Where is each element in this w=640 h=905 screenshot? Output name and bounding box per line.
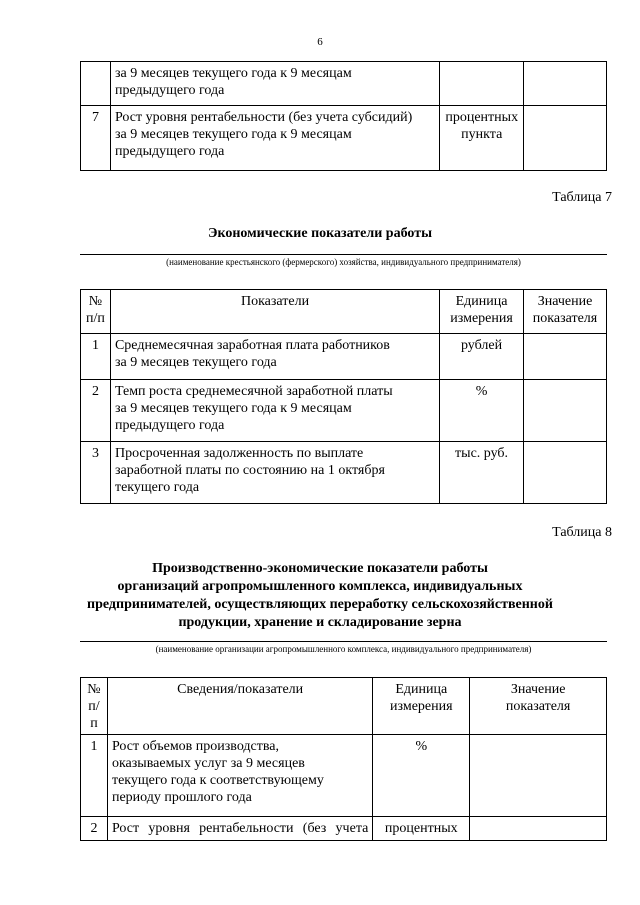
header-line: Значение [537,294,593,309]
header-num [81,290,111,334]
table-6-continuation [80,61,607,171]
table-8 [80,677,607,841]
header-line: № [87,682,101,697]
table-row [81,817,607,841]
unit-cell [440,106,524,171]
header-name [107,678,372,735]
indicator-cell [110,106,439,171]
table-row [81,380,607,442]
header-line: п/п [88,699,100,731]
indicator-cell [110,442,439,504]
table-8-caption: (наименование организации агропромышленного комплекса, индивидуального предпринимателя) [155,644,532,654]
header-row [81,290,607,334]
text-line: оказываемых услуг за 9 месяцев [111,756,305,771]
value-cell[interactable] [470,817,607,841]
title-line: продукции, хранение и складирование зерна [178,615,462,630]
text-line: за 9 месяцев текущего года к 9 месяцам [114,401,352,416]
header-line: Единица [395,682,448,697]
header-row [81,678,607,735]
text-line: текущего года к соответствующему [111,773,324,788]
text-line: периоду прошлого года [111,790,252,805]
unit-line: пункта [461,127,503,142]
page-number: 6 [317,36,323,48]
unit-cell [440,442,524,504]
table-8-label: Таблица 8 [552,525,612,540]
value-cell[interactable] [524,62,607,106]
unit-line: % [415,739,428,754]
indicator-cell [107,817,372,841]
header-num [81,678,108,735]
header-line: Показатели [240,294,310,309]
indicator-cell [107,735,372,817]
row-number: 7 [81,106,111,171]
fill-in-line[interactable] [80,641,607,642]
text-line: предыдущего года [114,83,225,98]
table-row [81,735,607,817]
text-line: текущего года [114,480,200,495]
row-number: 2 [81,380,111,442]
unit-line: рублей [460,338,503,353]
unit-cell [440,380,524,442]
header-line: № [88,294,103,309]
table-7-label: Таблица 7 [552,190,612,205]
unit-cell [440,334,524,380]
text-line: Темп роста среднемесячной заработной платы [114,384,393,399]
header-line: Сведения/показатели [177,682,304,697]
fill-in-line[interactable] [80,254,607,255]
header-name [110,290,439,334]
unit-cell [373,735,470,817]
table-7 [80,289,607,504]
text-line: за 9 месяцев текущего года [114,355,277,370]
text-line: предыдущего года [114,418,225,433]
header-line: измерения [450,311,513,326]
unit-line: процентных [445,110,519,125]
text-line: Среднемесячная заработная плата работников [114,338,390,353]
unit-cell [373,817,470,841]
unit-line: процентных [384,821,458,836]
header-unit [373,678,470,735]
table-row [81,106,607,171]
row-number: 2 [81,817,108,841]
table-8-title [0,560,640,632]
header-value [470,678,607,735]
unit-line: % [475,384,488,399]
value-cell[interactable] [524,380,607,442]
indicator-cell [110,380,439,442]
header-line: Единица [455,294,508,309]
value-cell[interactable] [524,442,607,504]
text-line: за 9 месяцев текущего года к 9 месяцам [114,127,352,142]
text-line: Рост уровня рентабельности (без учета субсидий) [114,110,413,125]
text-line: Рост объемов производства, [111,739,280,754]
title-line: организаций агропромышленного комплекса, индивидуальных [117,579,523,594]
table-row [81,442,607,504]
header-line: Значение [510,682,566,697]
header-line: п/п [86,311,105,326]
text-line: Просроченная задолженность по выплате [114,446,364,461]
row-number: 1 [81,735,108,817]
value-cell[interactable] [470,735,607,817]
table-row [81,62,607,106]
header-value [524,290,607,334]
text-line: заработной платы по состоянию на 1 октября [114,463,385,478]
header-unit [440,290,524,334]
indicator-cell [110,62,439,106]
row-number: 3 [81,442,111,504]
text-line: Рост уровня рентабельности (без учета [111,821,369,836]
text-line: предыдущего года [114,144,225,159]
value-cell[interactable] [524,106,607,171]
table-7-title: Экономические показатели работы [207,226,433,241]
unit-line: тыс. руб. [455,446,509,461]
text-line: за 9 месяцев текущего года к 9 месяцам [114,66,352,81]
header-line: измерения [390,699,453,714]
indicator-cell [110,334,439,380]
value-cell[interactable] [524,334,607,380]
header-line: показателя [505,699,571,714]
title-line: Производственно-экономические показатели работы [152,561,488,576]
header-line: показателя [532,311,598,326]
title-line: предпринимателей, осуществляющих переработку сельскохозяйственной [87,597,553,612]
row-number [81,62,111,106]
table-row [81,334,607,380]
row-number: 1 [81,334,111,380]
unit-cell [440,62,524,106]
table-7-caption: (наименование крестьянского (фермерского) хозяйства, индивидуального предпринимателя) [166,257,521,267]
